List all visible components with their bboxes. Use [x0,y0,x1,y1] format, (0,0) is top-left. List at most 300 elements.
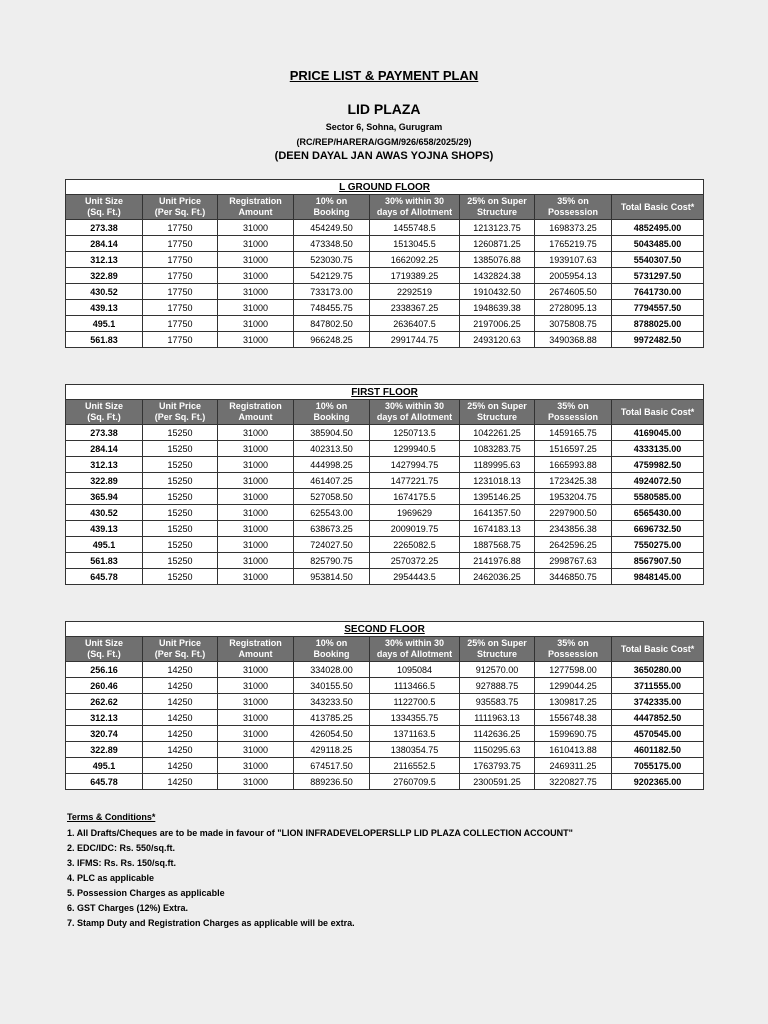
table-cell: 724027.50 [294,537,370,553]
table-cell: 2009019.75 [370,521,460,537]
table-cell: 1113466.5 [370,678,460,694]
table-cell: 3490368.88 [535,332,612,348]
column-header [535,400,612,425]
column-header-line: Booking [313,649,350,659]
table-cell: 15250 [143,457,218,473]
column-header [612,637,704,662]
table-cell: 825790.75 [294,553,370,569]
table-row [66,553,704,569]
column-header-line: Booking [313,207,350,217]
table-row [66,236,704,252]
table-row [66,268,704,284]
table-cell: 3220827.75 [535,774,612,790]
table-cell: 17750 [143,300,218,316]
table-cell: 17750 [143,236,218,252]
table-cell: 15250 [143,489,218,505]
total-cost-cell: 8788025.00 [612,316,704,332]
total-cost-cell: 3742335.00 [612,694,704,710]
table-row [66,521,704,537]
table-cell: 17750 [143,284,218,300]
table-cell: 847802.50 [294,316,370,332]
table-cell: 14250 [143,662,218,678]
header-row [66,637,704,662]
terms-item: 2. EDC/IDC: Rs. 550/sq.ft. [67,843,176,853]
unit-size-cell: 439.13 [66,521,143,537]
table-cell: 31000 [218,316,294,332]
column-header [535,195,612,220]
table-row [66,758,704,774]
table-cell: 1380354.75 [370,742,460,758]
total-cost-cell: 4924072.50 [612,473,704,489]
price-table [65,384,704,585]
unit-size-cell: 430.52 [66,284,143,300]
table-cell: 2674605.50 [535,284,612,300]
table-cell: 2728095.13 [535,300,612,316]
column-header-line: days of Allotment [376,207,453,217]
unit-size-cell: 273.38 [66,425,143,441]
column-header [218,400,294,425]
table-cell: 426054.50 [294,726,370,742]
table-cell: 2300591.25 [460,774,535,790]
table-cell: 1427994.75 [370,457,460,473]
column-header-line: Amount [238,207,273,217]
total-cost-cell: 4759982.50 [612,457,704,473]
column-header-line: 35% on [557,638,589,648]
table-cell: 1213123.75 [460,220,535,236]
column-header [460,637,535,662]
table-row [66,678,704,694]
column-header-line: Registration [229,401,282,411]
table-row [66,505,704,521]
table-cell: 340155.50 [294,678,370,694]
column-header [66,400,143,425]
table-cell: 638673.25 [294,521,370,537]
total-cost-cell: 4570545.00 [612,726,704,742]
table-cell: 31000 [218,252,294,268]
table-cell: 1953204.75 [535,489,612,505]
terms-item: 5. Possession Charges as applicable [67,888,225,898]
unit-size-cell: 260.46 [66,678,143,694]
table-cell: 1277598.00 [535,662,612,678]
column-header [460,195,535,220]
unit-size-cell: 430.52 [66,505,143,521]
table-row [66,441,704,457]
table-cell: 2636407.5 [370,316,460,332]
column-header [66,195,143,220]
column-header-line: Registration [229,638,282,648]
table-cell: 15250 [143,473,218,489]
table-cell: 1674175.5 [370,489,460,505]
column-header-line: Structure [476,412,517,422]
table-row [66,537,704,553]
table-cell: 1150295.63 [460,742,535,758]
total-cost-cell: 4852495.00 [612,220,704,236]
total-cost-cell: 4169045.00 [612,425,704,441]
table-cell: 385904.50 [294,425,370,441]
table-cell: 31000 [218,726,294,742]
table-cell: 31000 [218,457,294,473]
table-row [66,726,704,742]
unit-size-cell: 322.89 [66,268,143,284]
table-cell: 1516597.25 [535,441,612,457]
table-cell: 14250 [143,774,218,790]
table-cell: 17750 [143,332,218,348]
table-cell: 17750 [143,268,218,284]
column-header-line: Unit Price [158,401,201,411]
table-cell: 748455.75 [294,300,370,316]
column-header-line: (Per Sq. Ft.) [154,412,206,422]
unit-size-cell: 645.78 [66,569,143,585]
table-row [66,220,704,236]
table-cell: 15250 [143,569,218,585]
price-table [65,179,704,348]
table-cell: 2197006.25 [460,316,535,332]
table-cell: 953814.50 [294,569,370,585]
table-cell: 1556748.38 [535,710,612,726]
table-cell: 2343856.38 [535,521,612,537]
table-cell: 1477221.75 [370,473,460,489]
column-header-line: 10% on [315,401,348,411]
table-cell: 17750 [143,220,218,236]
table-cell: 15250 [143,537,218,553]
project-location: Sector 6, Sohna, Gurugram [325,122,443,132]
column-header-line: Possession [547,412,599,422]
table-cell: 15250 [143,553,218,569]
table-cell: 429118.25 [294,742,370,758]
table-cell: 1250713.5 [370,425,460,441]
table-cell: 2760709.5 [370,774,460,790]
table-cell: 31000 [218,521,294,537]
table-cell: 1299044.25 [535,678,612,694]
column-header [143,400,218,425]
table-cell: 1122700.5 [370,694,460,710]
table-cell: 343233.50 [294,694,370,710]
table-cell: 1723425.38 [535,473,612,489]
column-header-line: Structure [476,207,517,217]
table-row [66,457,704,473]
table-cell: 1299940.5 [370,441,460,457]
table-cell: 2469311.25 [535,758,612,774]
table-cell: 14250 [143,694,218,710]
table-cell: 1459165.75 [535,425,612,441]
table-cell: 1395146.25 [460,489,535,505]
table-row [66,316,704,332]
column-header-line: 10% on [315,638,348,648]
column-header [294,400,370,425]
total-cost-cell: 9972482.50 [612,332,704,348]
unit-size-cell: 495.1 [66,758,143,774]
table-row [66,300,704,316]
table-cell: 14250 [143,742,218,758]
total-cost-cell: 5731297.50 [612,268,704,284]
column-header-line: days of Allotment [376,412,453,422]
unit-size-cell: 312.13 [66,252,143,268]
table-cell: 31000 [218,300,294,316]
column-header-line: Unit Size [84,401,123,411]
table-cell: 2570372.25 [370,553,460,569]
column-header [294,637,370,662]
floor-title: FIRST FLOOR [66,385,704,400]
header-row [66,195,704,220]
total-cost-cell: 6696732.50 [612,521,704,537]
column-header-line: 25% on Super [467,638,527,648]
table-cell: 31000 [218,236,294,252]
table-cell: 1969629 [370,505,460,521]
terms-list [67,826,747,931]
table-row [66,332,704,348]
table-cell: 31000 [218,537,294,553]
unit-size-cell: 495.1 [66,537,143,553]
table-row [66,774,704,790]
table-cell: 17750 [143,316,218,332]
column-header [143,195,218,220]
terms-item: 4. PLC as applicable [67,873,155,883]
column-header [218,195,294,220]
table-cell: 31000 [218,662,294,678]
table-cell: 31000 [218,441,294,457]
table-cell: 2954443.5 [370,569,460,585]
table-cell: 1334355.75 [370,710,460,726]
column-header-line: 30% within 30 [384,196,445,206]
table-cell: 1641357.50 [460,505,535,521]
table-cell: 1385076.88 [460,252,535,268]
total-cost-cell: 7550275.00 [612,537,704,553]
column-header-line: (Sq. Ft.) [87,207,121,217]
table-cell: 2998767.63 [535,553,612,569]
column-header-line: 30% within 30 [384,638,445,648]
table-cell: 733173.00 [294,284,370,300]
unit-size-cell: 561.83 [66,332,143,348]
column-header-line: 25% on Super [467,196,527,206]
table-cell: 1142636.25 [460,726,535,742]
column-header [294,195,370,220]
table-row [66,710,704,726]
column-header-line: Total Basic Cost* [620,201,695,212]
total-cost-cell: 9848145.00 [612,569,704,585]
total-cost-cell: 5540307.50 [612,252,704,268]
column-header [143,637,218,662]
table-cell: 2493120.63 [460,332,535,348]
table-cell: 31000 [218,425,294,441]
column-header [612,195,704,220]
column-header [535,637,612,662]
total-cost-cell: 3711555.00 [612,678,704,694]
table-cell: 912570.00 [460,662,535,678]
total-cost-cell: 7055175.00 [612,758,704,774]
table-cell: 3075808.75 [535,316,612,332]
table-cell: 31000 [218,758,294,774]
table-cell: 1948639.38 [460,300,535,316]
table-cell: 2462036.25 [460,569,535,585]
table-cell: 1674183.13 [460,521,535,537]
table-cell: 1309817.25 [535,694,612,710]
unit-size-cell: 365.94 [66,489,143,505]
table-cell: 31000 [218,742,294,758]
unit-size-cell: 273.38 [66,220,143,236]
table-cell: 31000 [218,710,294,726]
table-cell: 31000 [218,569,294,585]
column-header-line: Amount [238,649,273,659]
column-header [370,195,460,220]
table-cell: 1765219.75 [535,236,612,252]
table-cell: 31000 [218,473,294,489]
column-header-line: Unit Size [84,196,123,206]
scheme-name: (DEEN DAYAL JAN AWAS YOJNA SHOPS) [274,150,494,162]
table-cell: 1231018.13 [460,473,535,489]
total-cost-cell: 9202365.00 [612,774,704,790]
table-cell: 413785.25 [294,710,370,726]
table-cell: 2338367.25 [370,300,460,316]
table-row [66,694,704,710]
total-cost-cell: 4601182.50 [612,742,704,758]
table-cell: 334028.00 [294,662,370,678]
table-row [66,569,704,585]
unit-size-cell: 312.13 [66,710,143,726]
unit-size-cell: 312.13 [66,457,143,473]
column-header [66,637,143,662]
table-cell: 31000 [218,332,294,348]
table-row [66,252,704,268]
column-header-line: (Per Sq. Ft.) [154,649,206,659]
table-cell: 1610413.88 [535,742,612,758]
table-cell: 31000 [218,678,294,694]
table-cell: 444998.25 [294,457,370,473]
total-cost-cell: 4447852.50 [612,710,704,726]
table-cell: 402313.50 [294,441,370,457]
column-header-line: 35% on [557,401,589,411]
unit-size-cell: 284.14 [66,441,143,457]
column-header-line: 35% on [557,196,589,206]
unit-size-cell: 256.16 [66,662,143,678]
unit-size-cell: 284.14 [66,236,143,252]
table-cell: 2116552.5 [370,758,460,774]
column-header-line: Unit Size [84,638,123,648]
column-header [370,637,460,662]
column-header-line: 10% on [315,196,348,206]
header-row [66,400,704,425]
column-header [460,400,535,425]
unit-size-cell: 561.83 [66,553,143,569]
table-cell: 2005954.13 [535,268,612,284]
table-cell: 935583.75 [460,694,535,710]
column-header-line: Possession [547,207,599,217]
table-cell: 473348.50 [294,236,370,252]
table-cell: 1910432.50 [460,284,535,300]
unit-size-cell: 320.74 [66,726,143,742]
column-header-line: Unit Price [158,638,201,648]
column-header-line: Structure [476,649,517,659]
terms-item: 7. Stamp Duty and Registration Charges as applicable will be extra. [67,918,355,928]
table-cell: 1665993.88 [535,457,612,473]
table-cell: 1513045.5 [370,236,460,252]
table-cell: 461407.25 [294,473,370,489]
unit-size-cell: 322.89 [66,742,143,758]
column-header-line: Amount [238,412,273,422]
unit-size-cell: 439.13 [66,300,143,316]
table-cell: 2141976.88 [460,553,535,569]
table-cell: 1189995.63 [460,457,535,473]
column-header-line: Unit Price [158,196,201,206]
table-cell: 625543.00 [294,505,370,521]
table-row [66,473,704,489]
table-cell: 527058.50 [294,489,370,505]
table-cell: 1887568.75 [460,537,535,553]
table-row [66,662,704,678]
terms-section [67,812,747,931]
terms-title: Terms & Conditions* [67,812,156,822]
price-table [65,621,704,790]
terms-item: 6. GST Charges (12%) Extra. [67,903,189,913]
table-cell: 1599690.75 [535,726,612,742]
column-header-line: 30% within 30 [384,401,445,411]
table-cell: 31000 [218,774,294,790]
table-cell: 31000 [218,489,294,505]
table-cell: 31000 [218,268,294,284]
total-cost-cell: 8567907.50 [612,553,704,569]
total-cost-cell: 5580585.00 [612,489,704,505]
table-row [66,284,704,300]
floor-title: L GROUND FLOOR [66,180,704,195]
total-cost-cell: 3650280.00 [612,662,704,678]
column-header-line: Total Basic Cost* [620,406,695,417]
table-cell: 14250 [143,678,218,694]
column-header-line: Possession [547,649,599,659]
table-cell: 2642596.25 [535,537,612,553]
table-cell: 927888.75 [460,678,535,694]
page-title: PRICE LIST & PAYMENT PLAN [289,68,479,83]
table-cell: 31000 [218,505,294,521]
column-header-line: 25% on Super [467,401,527,411]
table-cell: 1042261.25 [460,425,535,441]
total-cost-cell: 5043485.00 [612,236,704,252]
terms-item: 3. IFMS: Rs. Rs. 150/sq.ft. [67,858,177,868]
table-cell: 1698373.25 [535,220,612,236]
table-cell: 31000 [218,220,294,236]
table-cell: 2991744.75 [370,332,460,348]
column-header-line: (Sq. Ft.) [87,412,121,422]
table-cell: 15250 [143,505,218,521]
table-cell: 15250 [143,521,218,537]
table-cell: 1662092.25 [370,252,460,268]
table-row [66,489,704,505]
column-header [370,400,460,425]
table-cell: 15250 [143,441,218,457]
unit-size-cell: 322.89 [66,473,143,489]
table-cell: 17750 [143,252,218,268]
column-header-line: Booking [313,412,350,422]
table-cell: 3446850.75 [535,569,612,585]
table-cell: 1095084 [370,662,460,678]
table-cell: 1455748.5 [370,220,460,236]
table-cell: 14250 [143,758,218,774]
table-cell: 2292519 [370,284,460,300]
table-cell: 1432824.38 [460,268,535,284]
rera-number: (RC/REP/HARERA/GGM/926/658/2025/29) [296,137,472,147]
column-header-line: days of Allotment [376,649,453,659]
table-row [66,742,704,758]
column-header-line: Registration [229,196,282,206]
total-cost-cell: 6565430.00 [612,505,704,521]
unit-size-cell: 262.62 [66,694,143,710]
table-cell: 2265082.5 [370,537,460,553]
table-cell: 31000 [218,553,294,569]
table-cell: 1260871.25 [460,236,535,252]
floor-title: SECOND FLOOR [66,622,704,637]
total-cost-cell: 7794557.50 [612,300,704,316]
table-cell: 889236.50 [294,774,370,790]
column-header [612,400,704,425]
table-cell: 542129.75 [294,268,370,284]
